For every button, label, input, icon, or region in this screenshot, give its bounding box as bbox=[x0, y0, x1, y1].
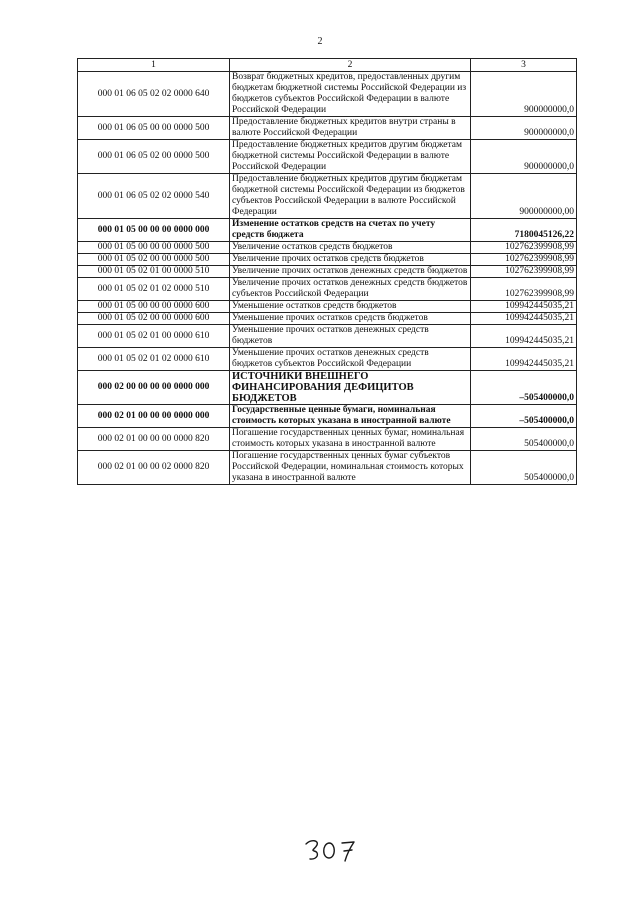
row-code: 000 01 05 00 00 00 0000 600 bbox=[78, 301, 230, 313]
row-amount: 900000000,00 bbox=[471, 174, 577, 219]
row-amount: 109942445035,21 bbox=[471, 301, 577, 313]
row-code: 000 01 05 02 01 00 0000 610 bbox=[78, 325, 230, 348]
row-amount: 102762399908,99 bbox=[471, 266, 577, 278]
row-code: 000 01 06 05 02 00 0000 500 bbox=[78, 140, 230, 174]
table-row bbox=[78, 278, 577, 301]
table-row bbox=[78, 405, 577, 428]
table-body bbox=[78, 72, 577, 485]
row-code: 000 01 05 02 01 02 0000 510 bbox=[78, 278, 230, 301]
row-code: 000 01 05 02 01 00 0000 510 bbox=[78, 266, 230, 278]
row-code: 000 01 06 05 02 02 0000 540 bbox=[78, 174, 230, 219]
table-row bbox=[78, 325, 577, 348]
row-code: 000 01 05 02 00 00 0000 600 bbox=[78, 313, 230, 325]
row-name: Увеличение остатков средств бюджетов bbox=[230, 242, 471, 254]
row-code: 000 02 01 00 00 02 0000 820 bbox=[78, 451, 230, 485]
handwritten-page-number bbox=[302, 835, 362, 865]
table-row bbox=[78, 140, 577, 174]
row-name: Увеличение прочих остатков средств бюджетов bbox=[230, 254, 471, 266]
row-amount: 505400000,0 bbox=[471, 451, 577, 485]
budget-sources-table bbox=[77, 58, 577, 485]
row-name: Увеличение прочих остатков денежных средств бюджетов bbox=[230, 266, 471, 278]
table-row bbox=[78, 242, 577, 254]
table-row bbox=[78, 371, 577, 405]
row-amount: 102762399908,99 bbox=[471, 278, 577, 301]
table-row bbox=[78, 313, 577, 325]
row-amount: 505400000,0 bbox=[471, 428, 577, 451]
row-amount: 900000000,0 bbox=[471, 117, 577, 140]
row-name: Предоставление бюджетных кредитов внутри страны в валюте Российской Федерации bbox=[230, 117, 471, 140]
column-header-amount: 3 bbox=[471, 59, 577, 72]
row-name: Уменьшение прочих остатков средств бюджетов bbox=[230, 313, 471, 325]
table-row bbox=[78, 219, 577, 242]
column-header-name: 2 bbox=[230, 59, 471, 72]
row-amount: –505400000,0 bbox=[471, 371, 577, 405]
row-name: Возврат бюджетных кредитов, предоставленных другим бюджетам бюджетной системы Российской Федерации из бюджетов субъектов Российской Федерации в валюте Российской Федерации bbox=[230, 72, 471, 117]
table-row bbox=[78, 72, 577, 117]
row-name: Уменьшение прочих остатков денежных средств бюджетов bbox=[230, 325, 471, 348]
row-name: Государственные ценные бумаги, номинальная стоимость которых указана в иностранной валюте bbox=[230, 405, 471, 428]
row-code: 000 02 01 00 00 00 0000 000 bbox=[78, 405, 230, 428]
table-row bbox=[78, 451, 577, 485]
table-row bbox=[78, 254, 577, 266]
row-amount: 102762399908,99 bbox=[471, 242, 577, 254]
table-row bbox=[78, 266, 577, 278]
row-code: 000 02 00 00 00 00 0000 000 bbox=[78, 371, 230, 405]
row-code: 000 01 06 05 00 00 0000 500 bbox=[78, 117, 230, 140]
row-name: ИСТОЧНИКИ ВНЕШНЕГО ФИНАНСИРОВАНИЯ ДЕФИЦИТОВ БЮДЖЕТОВ bbox=[230, 371, 471, 405]
table-row bbox=[78, 301, 577, 313]
row-name: Уменьшение остатков средств бюджетов bbox=[230, 301, 471, 313]
row-name: Предоставление бюджетных кредитов другим бюджетам бюджетной системы Российской Федерации в валюте Российской Федерации bbox=[230, 140, 471, 174]
row-amount: 900000000,0 bbox=[471, 72, 577, 117]
table-row bbox=[78, 174, 577, 219]
row-name: Уменьшение прочих остатков денежных средств бюджетов субъектов Российской Федерации bbox=[230, 348, 471, 371]
row-code: 000 01 05 02 01 02 0000 610 bbox=[78, 348, 230, 371]
row-code: 000 01 05 00 00 00 0000 000 bbox=[78, 219, 230, 242]
table-row bbox=[78, 117, 577, 140]
table-header-row bbox=[78, 59, 577, 72]
row-code: 000 02 01 00 00 00 0000 820 bbox=[78, 428, 230, 451]
row-code: 000 01 05 02 00 00 0000 500 bbox=[78, 254, 230, 266]
table-row bbox=[78, 428, 577, 451]
row-name: Увеличение прочих остатков денежных средств бюджетов субъектов Российской Федерации bbox=[230, 278, 471, 301]
row-code: 000 01 05 00 00 00 0000 500 bbox=[78, 242, 230, 254]
row-name: Погашение государственных ценных бумаг субъектов Российской Федерации, номинальная стоимость которых указана в иностранной валюте bbox=[230, 451, 471, 485]
row-amount: 900000000,0 bbox=[471, 140, 577, 174]
row-amount: –505400000,0 bbox=[471, 405, 577, 428]
row-amount: 109942445035,21 bbox=[471, 348, 577, 371]
row-name: Предоставление бюджетных кредитов другим бюджетам бюджетной системы Российской Федерации из бюджетов субъектов Российской Федерации в валюте Российской Федерации bbox=[230, 174, 471, 219]
column-header-code: 1 bbox=[78, 59, 230, 72]
table-row bbox=[78, 348, 577, 371]
row-name: Изменение остатков средств на счетах по учету средств бюджета bbox=[230, 219, 471, 242]
row-code: 000 01 06 05 02 02 0000 640 bbox=[78, 72, 230, 117]
row-amount: 7180045126,22 bbox=[471, 219, 577, 242]
row-amount: 109942445035,21 bbox=[471, 313, 577, 325]
row-amount: 109942445035,21 bbox=[471, 325, 577, 348]
row-amount: 102762399908,99 bbox=[471, 254, 577, 266]
row-name: Погашение государственных ценных бумаг, номинальная стоимость которых указана в иностранной валюте bbox=[230, 428, 471, 451]
page-number: 2 bbox=[317, 36, 323, 47]
